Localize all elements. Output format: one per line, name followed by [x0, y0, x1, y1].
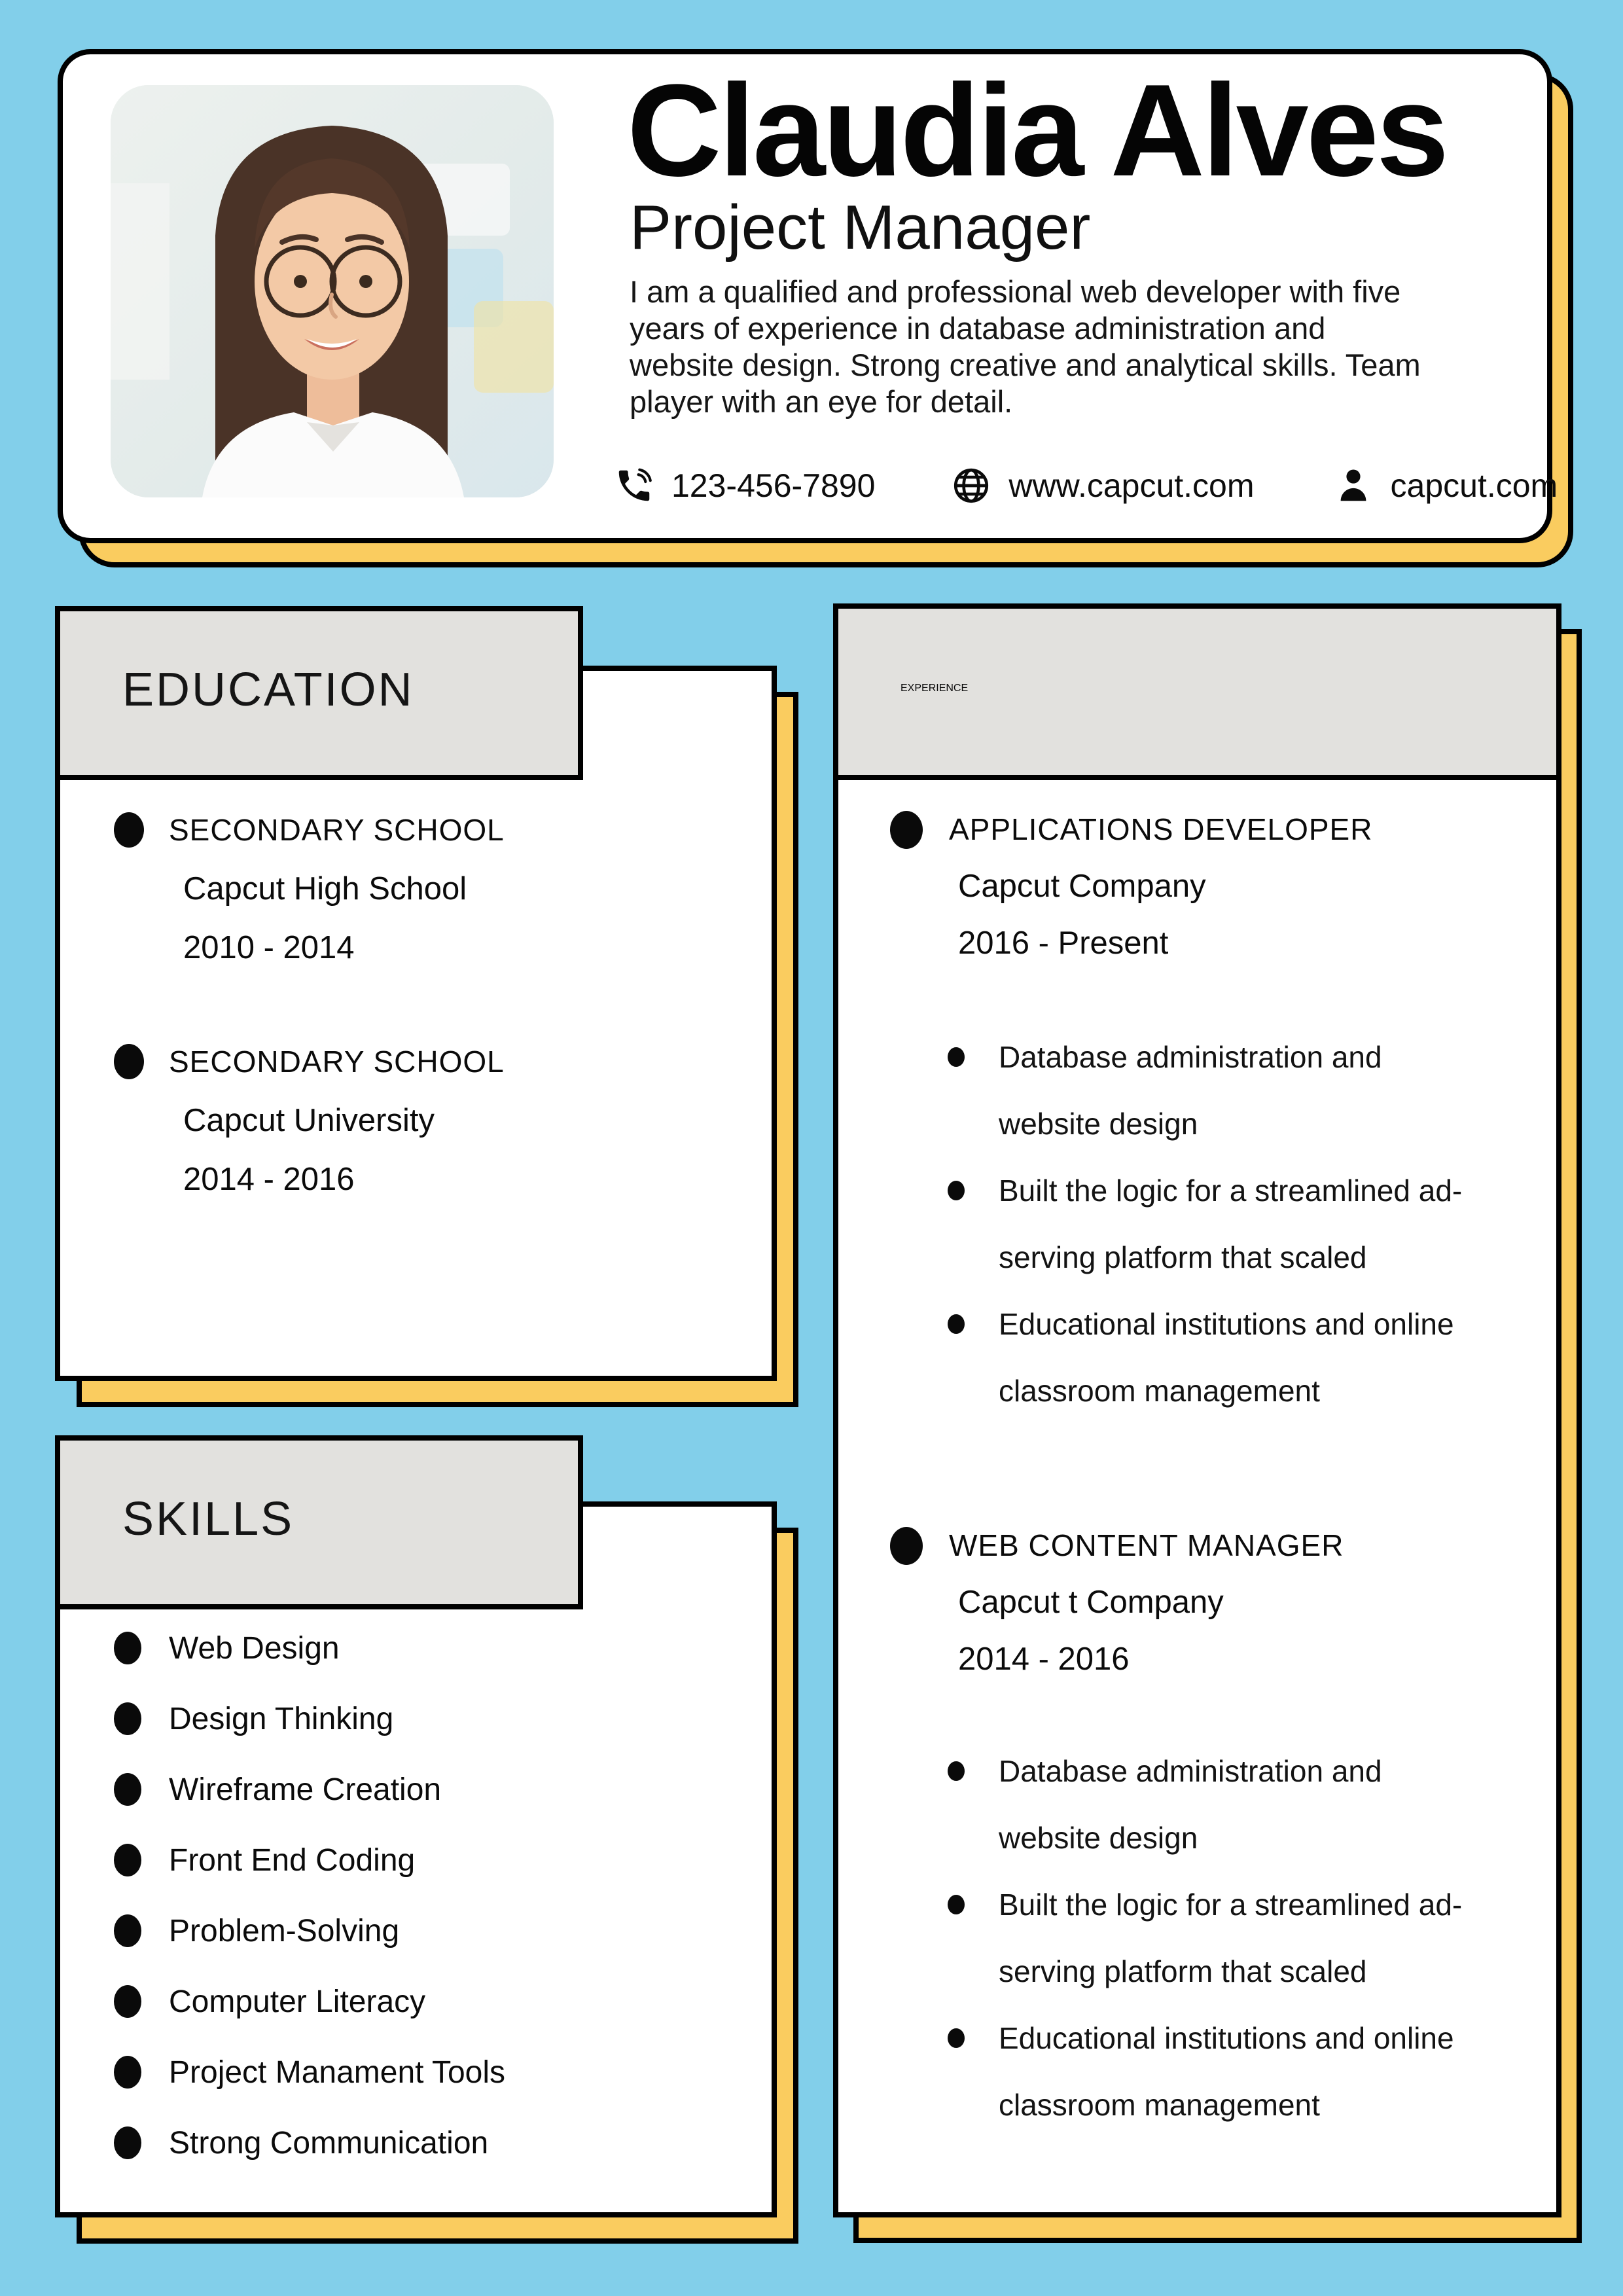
bullet-icon [114, 1702, 141, 1735]
bullet-icon [948, 1181, 965, 1200]
bullet-icon [948, 1761, 965, 1781]
bullet-line: website design [999, 1107, 1198, 1141]
experience-bullet [948, 1291, 1550, 1424]
skill-label: Web Design [169, 1630, 340, 1666]
skill-item [114, 2108, 505, 2178]
person-title: Project Manager [630, 192, 1091, 262]
phone-number: 123-456-7890 [671, 467, 876, 504]
bullet-line: classroom management [999, 1374, 1320, 1408]
skill-label: Problem-Solving [169, 1913, 400, 1948]
bullet-icon [114, 1914, 141, 1947]
skill-label: Computer Literacy [169, 1984, 426, 2019]
skill-label: Strong Communication [169, 2125, 489, 2161]
skill-item [114, 1613, 505, 1683]
bullet-icon [114, 2056, 141, 2089]
degree-label: SECONDARY SCHOOL [169, 813, 505, 847]
degree-label: SECONDARY SCHOOL [169, 1045, 505, 1079]
bullet-line: serving platform that scaled [999, 1954, 1367, 1988]
education-entry [114, 1032, 729, 1209]
skill-label: Wireframe Creation [169, 1772, 442, 1807]
experience-bullet-list [948, 1024, 1550, 1424]
person-name: Claudia Alves [627, 58, 1447, 204]
experience-bullet [948, 2005, 1550, 2138]
experience-entry [890, 801, 1544, 972]
summary-paragraph [630, 274, 1507, 420]
experience-bullet [948, 1871, 1550, 2005]
education-heading-box [55, 606, 583, 780]
bullet-line: Built the logic for a streamlined ad- [999, 1888, 1463, 1922]
bullet-icon [114, 1773, 141, 1806]
skill-item [114, 1683, 505, 1754]
experience-entry [890, 1517, 1544, 1688]
person-icon [1333, 465, 1374, 506]
bullet-icon [114, 1844, 141, 1876]
skills-list [114, 1613, 505, 2178]
bullet-icon [948, 1314, 965, 1334]
profile-handle: capcut.com [1390, 467, 1558, 504]
summary-line: years of experience in database administration and [630, 311, 1326, 346]
bullet-icon [114, 1044, 144, 1079]
summary-line: player with an eye for detail. [630, 384, 1013, 419]
education-dates: 2014 - 2016 [183, 1162, 355, 1197]
profile-photo-illustration [111, 85, 554, 497]
bullet-line: classroom management [999, 2088, 1320, 2122]
experience-bullet [948, 1024, 1550, 1157]
education-entry [114, 800, 729, 977]
bullet-icon [890, 811, 923, 849]
contact-row [614, 465, 1558, 507]
skill-item [114, 2037, 505, 2108]
phone-icon [614, 465, 654, 506]
bullet-icon [114, 1985, 141, 2018]
bullet-line: Database administration and [999, 1754, 1382, 1788]
skill-item [114, 1825, 505, 1895]
contact-website [951, 465, 1254, 506]
bullet-line: website design [999, 1821, 1198, 1855]
skill-label: Project Manament Tools [169, 2054, 506, 2090]
experience-bullet [948, 1157, 1550, 1291]
bullet-line: Database administration and [999, 1040, 1382, 1074]
experience-bullet-list [948, 1738, 1550, 2138]
skill-label: Front End Coding [169, 1842, 416, 1878]
skills-heading: SKILLS [122, 1493, 294, 1545]
website-url: www.capcut.com [1008, 467, 1255, 504]
company-name: Capcut Company [958, 869, 1206, 904]
bullet-icon [114, 2126, 141, 2159]
summary-line: website design. Strong creative and analytical skills. Team [630, 348, 1421, 382]
skills-heading-box [55, 1435, 583, 1609]
contact-phone [614, 465, 875, 506]
experience-dates: 2014 - 2016 [958, 1641, 1130, 1677]
skill-item [114, 1754, 505, 1825]
experience-bullet [948, 1738, 1550, 1871]
bullet-line: Educational institutions and online [999, 2021, 1454, 2055]
skill-item [114, 1966, 505, 2037]
experience-dates: 2016 - Present [958, 925, 1169, 961]
bullet-line: serving platform that scaled [999, 1240, 1367, 1274]
school-name: Capcut University [183, 1103, 435, 1138]
skill-item [114, 1895, 505, 1966]
bullet-icon [890, 1527, 923, 1565]
summary-line: I am a qualified and professional web developer with five [630, 274, 1401, 309]
skill-label: Design Thinking [169, 1701, 394, 1736]
education-heading: EDUCATION [122, 664, 414, 716]
bullet-icon [114, 1632, 141, 1664]
bullet-line: Built the logic for a streamlined ad- [999, 1174, 1463, 1208]
bullet-icon [948, 1895, 965, 1914]
profile-photo [111, 85, 554, 497]
role-label: WEB CONTENT MANAGER [949, 1528, 1344, 1562]
globe-icon [951, 465, 991, 506]
bullet-icon [948, 1047, 965, 1067]
role-label: APPLICATIONS DEVELOPER [949, 812, 1373, 846]
company-name: Capcut t Company [958, 1585, 1224, 1620]
school-name: Capcut High School [183, 871, 467, 906]
bullet-icon [114, 812, 144, 848]
bullet-line: Educational institutions and online [999, 1307, 1454, 1341]
experience-heading: EXPERIENCE [901, 683, 969, 694]
experience-heading-box [833, 603, 1561, 780]
contact-profile [1333, 465, 1558, 506]
bullet-icon [948, 2028, 965, 2048]
education-dates: 2010 - 2014 [183, 930, 355, 965]
